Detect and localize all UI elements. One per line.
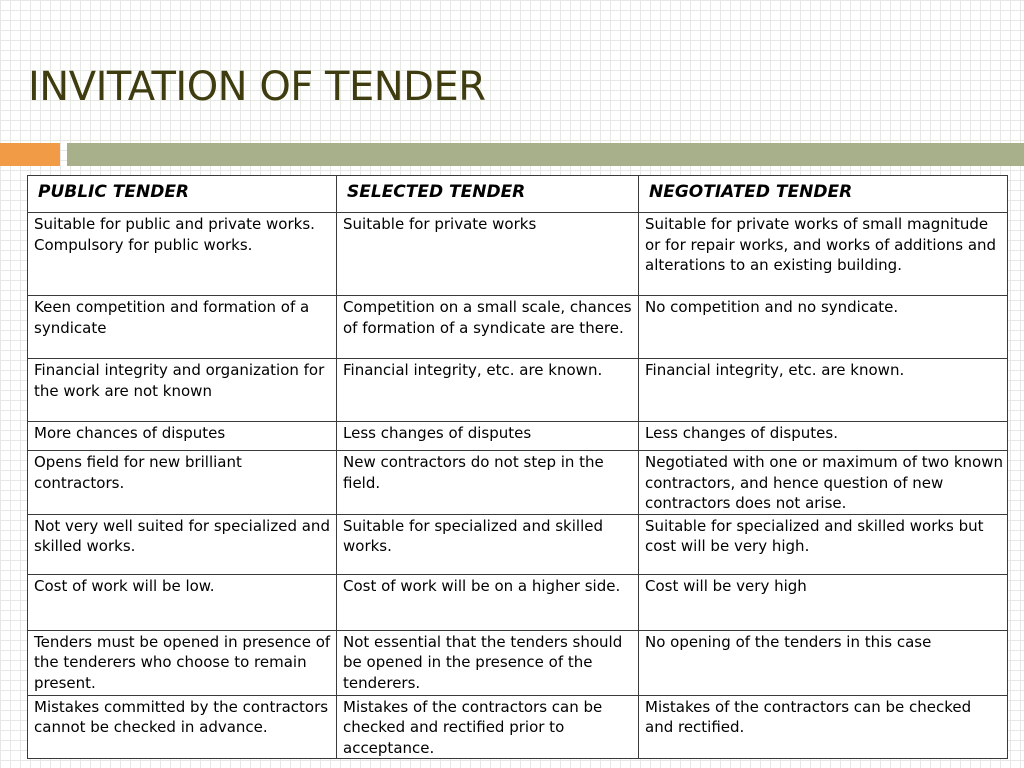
table-row	[28, 630, 1008, 695]
table-cell: Not very well suited for specialized and skilled works.	[28, 514, 337, 574]
table-cell: Financial integrity, etc. are known.	[639, 359, 1008, 422]
table-cell: Mistakes of the contractors can be checked and rectified.	[639, 695, 1008, 759]
table-cell: Tenders must be opened in presence of the tenderers who choose to remain present.	[28, 630, 337, 695]
table-cell: More chances of disputes	[28, 422, 337, 451]
accent-bar-green	[67, 143, 1024, 166]
accent-bar-orange	[0, 143, 60, 166]
header-row	[28, 176, 1008, 213]
table-row	[28, 296, 1008, 359]
table-row	[28, 514, 1008, 574]
table-cell: Mistakes committed by the contractors cannot be checked in advance.	[28, 695, 337, 759]
table-row	[28, 695, 1008, 759]
slide-title: INVITATION OF TENDER	[28, 64, 486, 110]
table-cell: New contractors do not step in the field.	[337, 451, 639, 515]
table-cell: Less changes of disputes	[337, 422, 639, 451]
table-cell: Financial integrity and organization for the work are not known	[28, 359, 337, 422]
table-row	[28, 451, 1008, 515]
table-cell: Less changes of disputes.	[639, 422, 1008, 451]
table-cell: No opening of the tenders in this case	[639, 630, 1008, 695]
table-cell: Cost of work will be low.	[28, 574, 337, 630]
table-cell: Not essential that the tenders should be opened in the presence of the tenderers.	[337, 630, 639, 695]
table-cell: Financial integrity, etc. are known.	[337, 359, 639, 422]
table-cell: Cost of work will be on a higher side.	[337, 574, 639, 630]
tender-comparison-table	[27, 175, 1008, 759]
table-cell: No competition and no syndicate.	[639, 296, 1008, 359]
table-row	[28, 574, 1008, 630]
table-cell: Suitable for specialized and skilled works but cost will be very high.	[639, 514, 1008, 574]
table-cell: Suitable for specialized and skilled works.	[337, 514, 639, 574]
header-public-tender: PUBLIC TENDER	[28, 176, 337, 213]
table-cell: Suitable for public and private works. Compulsory for public works.	[28, 213, 337, 296]
table-cell: Keen competition and formation of a syndicate	[28, 296, 337, 359]
table-row	[28, 422, 1008, 451]
header-negotiated-tender: NEGOTIATED TENDER	[639, 176, 1008, 213]
table-cell: Suitable for private works	[337, 213, 639, 296]
table-row	[28, 213, 1008, 296]
table-cell: Competition on a small scale, chances of formation of a syndicate are there.	[337, 296, 639, 359]
table-cell: Cost will be very high	[639, 574, 1008, 630]
table-cell: Opens field for new brilliant contractors.	[28, 451, 337, 515]
table-cell: Negotiated with one or maximum of two known contractors, and hence question of new contractors does not arise.	[639, 451, 1008, 515]
table-cell: Mistakes of the contractors can be checked and rectified prior to acceptance.	[337, 695, 639, 759]
table-row	[28, 359, 1008, 422]
table-cell: Suitable for private works of small magnitude or for repair works, and works of additions and alterations to an existing building.	[639, 213, 1008, 296]
header-selected-tender: SELECTED TENDER	[337, 176, 639, 213]
